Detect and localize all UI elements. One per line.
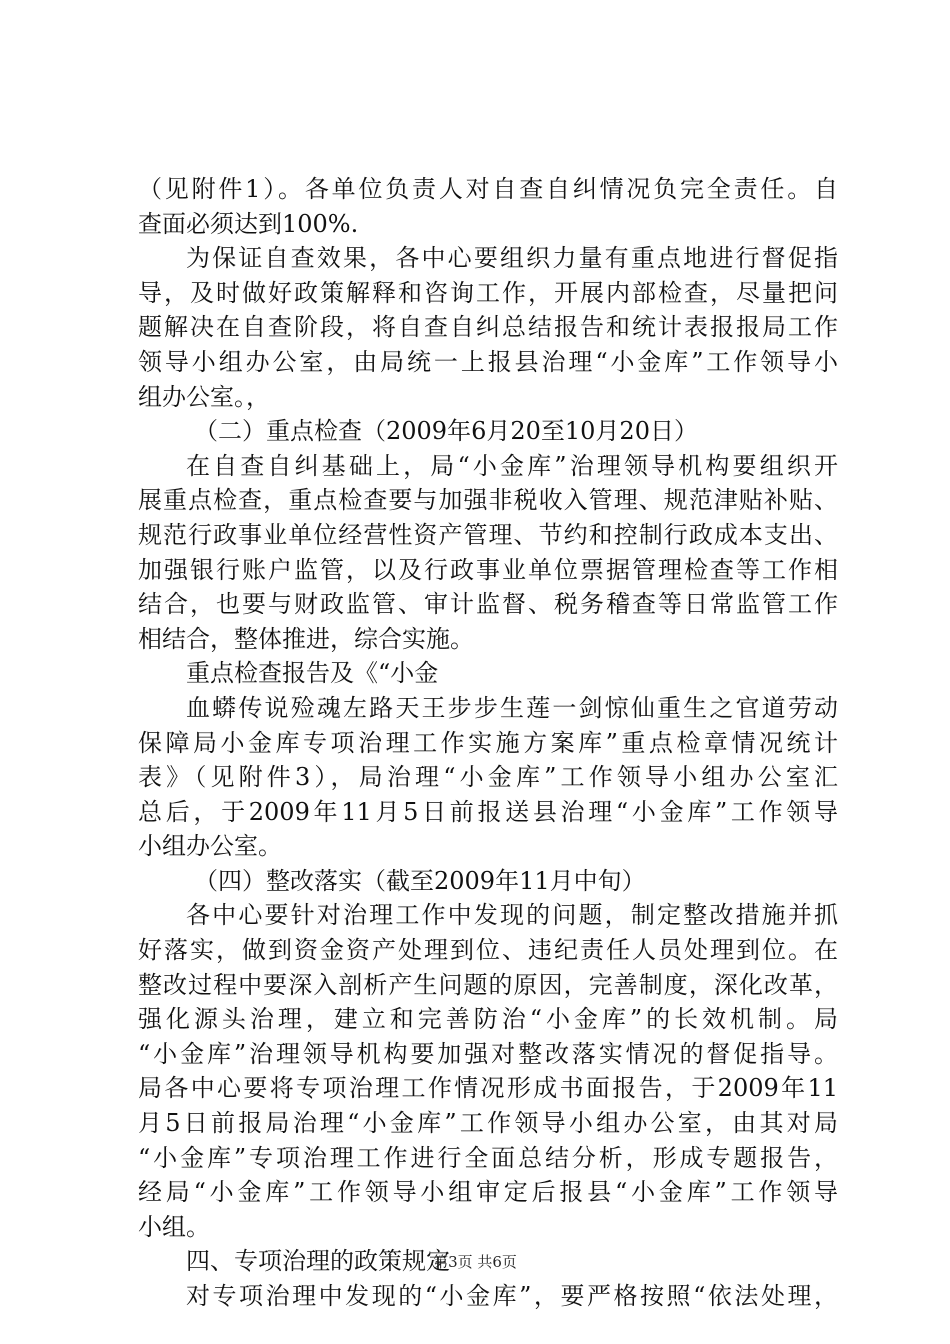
section-heading: （四）整改落实（截至2009年11月中旬） <box>194 866 646 895</box>
text-line: 组办公室。， <box>138 382 270 411</box>
text-line: 整改过程中要深入剖析产生问题的原因，完善制度，深化改革， <box>138 970 838 999</box>
text-line: 在自查自纠基础上，局“小金库”治理领导机构要组织开 <box>186 451 838 480</box>
text-line: 对专项治理中发现的“小金库”，要严格按照“依法处理， <box>186 1282 838 1310</box>
text-line: 经局“小金库”工作领导小组审定后报县“小金库”工作领导 <box>138 1178 838 1207</box>
text-line: 保障局小金库专项治理工作实施方案库”重点检章情况统计 <box>138 728 838 757</box>
page-number: 第3页 共6页 <box>433 1253 517 1271</box>
text-line: 相结合，整体推进，综合实施。 <box>138 624 474 653</box>
text-line: 好落实，做到资金资产处理到位、违纪责任人员处理到位。在 <box>138 936 838 965</box>
text-line: 重点检查报告及《“小金 <box>186 659 439 688</box>
text-line: （见附件1）。各单位负责人对自查自纠情况负完全责任。自 <box>138 175 838 203</box>
text-line: 小组。 <box>138 1212 210 1241</box>
text-line: 总后，于2009年11月5日前报送县治理“小金库”工作领导 <box>138 797 838 826</box>
text-line: 血蟒传说殓魂左路天王步步生莲一剑惊仙重生之官道劳动 <box>186 693 838 722</box>
text-line: 结合，也要与财政监管、审计监督、税务稽查等日常监管工作 <box>138 590 838 619</box>
page-footer <box>0 1252 950 1272</box>
text-line: “小金库”治理领导机构要加强对整改落实情况的督促指导。 <box>138 1039 838 1068</box>
text-line: 表》（见附件3），局治理“小金库”工作领导小组办公室汇 <box>138 763 838 792</box>
text-line: 查面必须达到100%. <box>138 209 359 238</box>
text-line: 展重点检查，重点检查要与加强非税收入管理、规范津贴补贴、 <box>138 486 838 515</box>
text-line: 各中心要针对治理工作中发现的问题，制定整改措施并抓 <box>186 901 838 930</box>
text-line: 月5日前报局治理“小金库”工作领导小组办公室，由其对局 <box>138 1109 838 1138</box>
section-heading: （二）重点检查（2009年6月20至10月20日） <box>194 417 698 446</box>
text-line: 局各中心要将专项治理工作情况形成书面报告，于2009年11 <box>138 1074 838 1103</box>
body-text <box>138 172 838 1314</box>
text-line: 领导小组办公室，由局统一上报县治理“小金库”工作领导小 <box>138 347 838 376</box>
text-line: 为保证自查效果，各中心要组织力量有重点地进行督促指 <box>186 244 838 273</box>
text-line: 小组办公室。 <box>138 832 282 861</box>
text-line: 题解决在自查阶段，将自查自纠总结报告和统计表报报局工作 <box>138 313 838 342</box>
section-heading: 四、专项治理的政策规定 <box>186 1247 450 1276</box>
text-line: 加强银行账户监管，以及行政事业单位票据管理检查等工作相 <box>138 555 838 584</box>
text-line: “小金库”专项治理工作进行全面总结分析，形成专题报告， <box>138 1143 838 1172</box>
text-line: 强化源头治理，建立和完善防治“小金库”的长效机制。局 <box>138 1005 838 1034</box>
text-line: 规范行政事业单位经营性资产管理、节约和控制行政成本支出、 <box>138 520 838 549</box>
text-line: 导，及时做好政策解释和咨询工作，开展内部检查，尽量把问 <box>138 278 838 307</box>
